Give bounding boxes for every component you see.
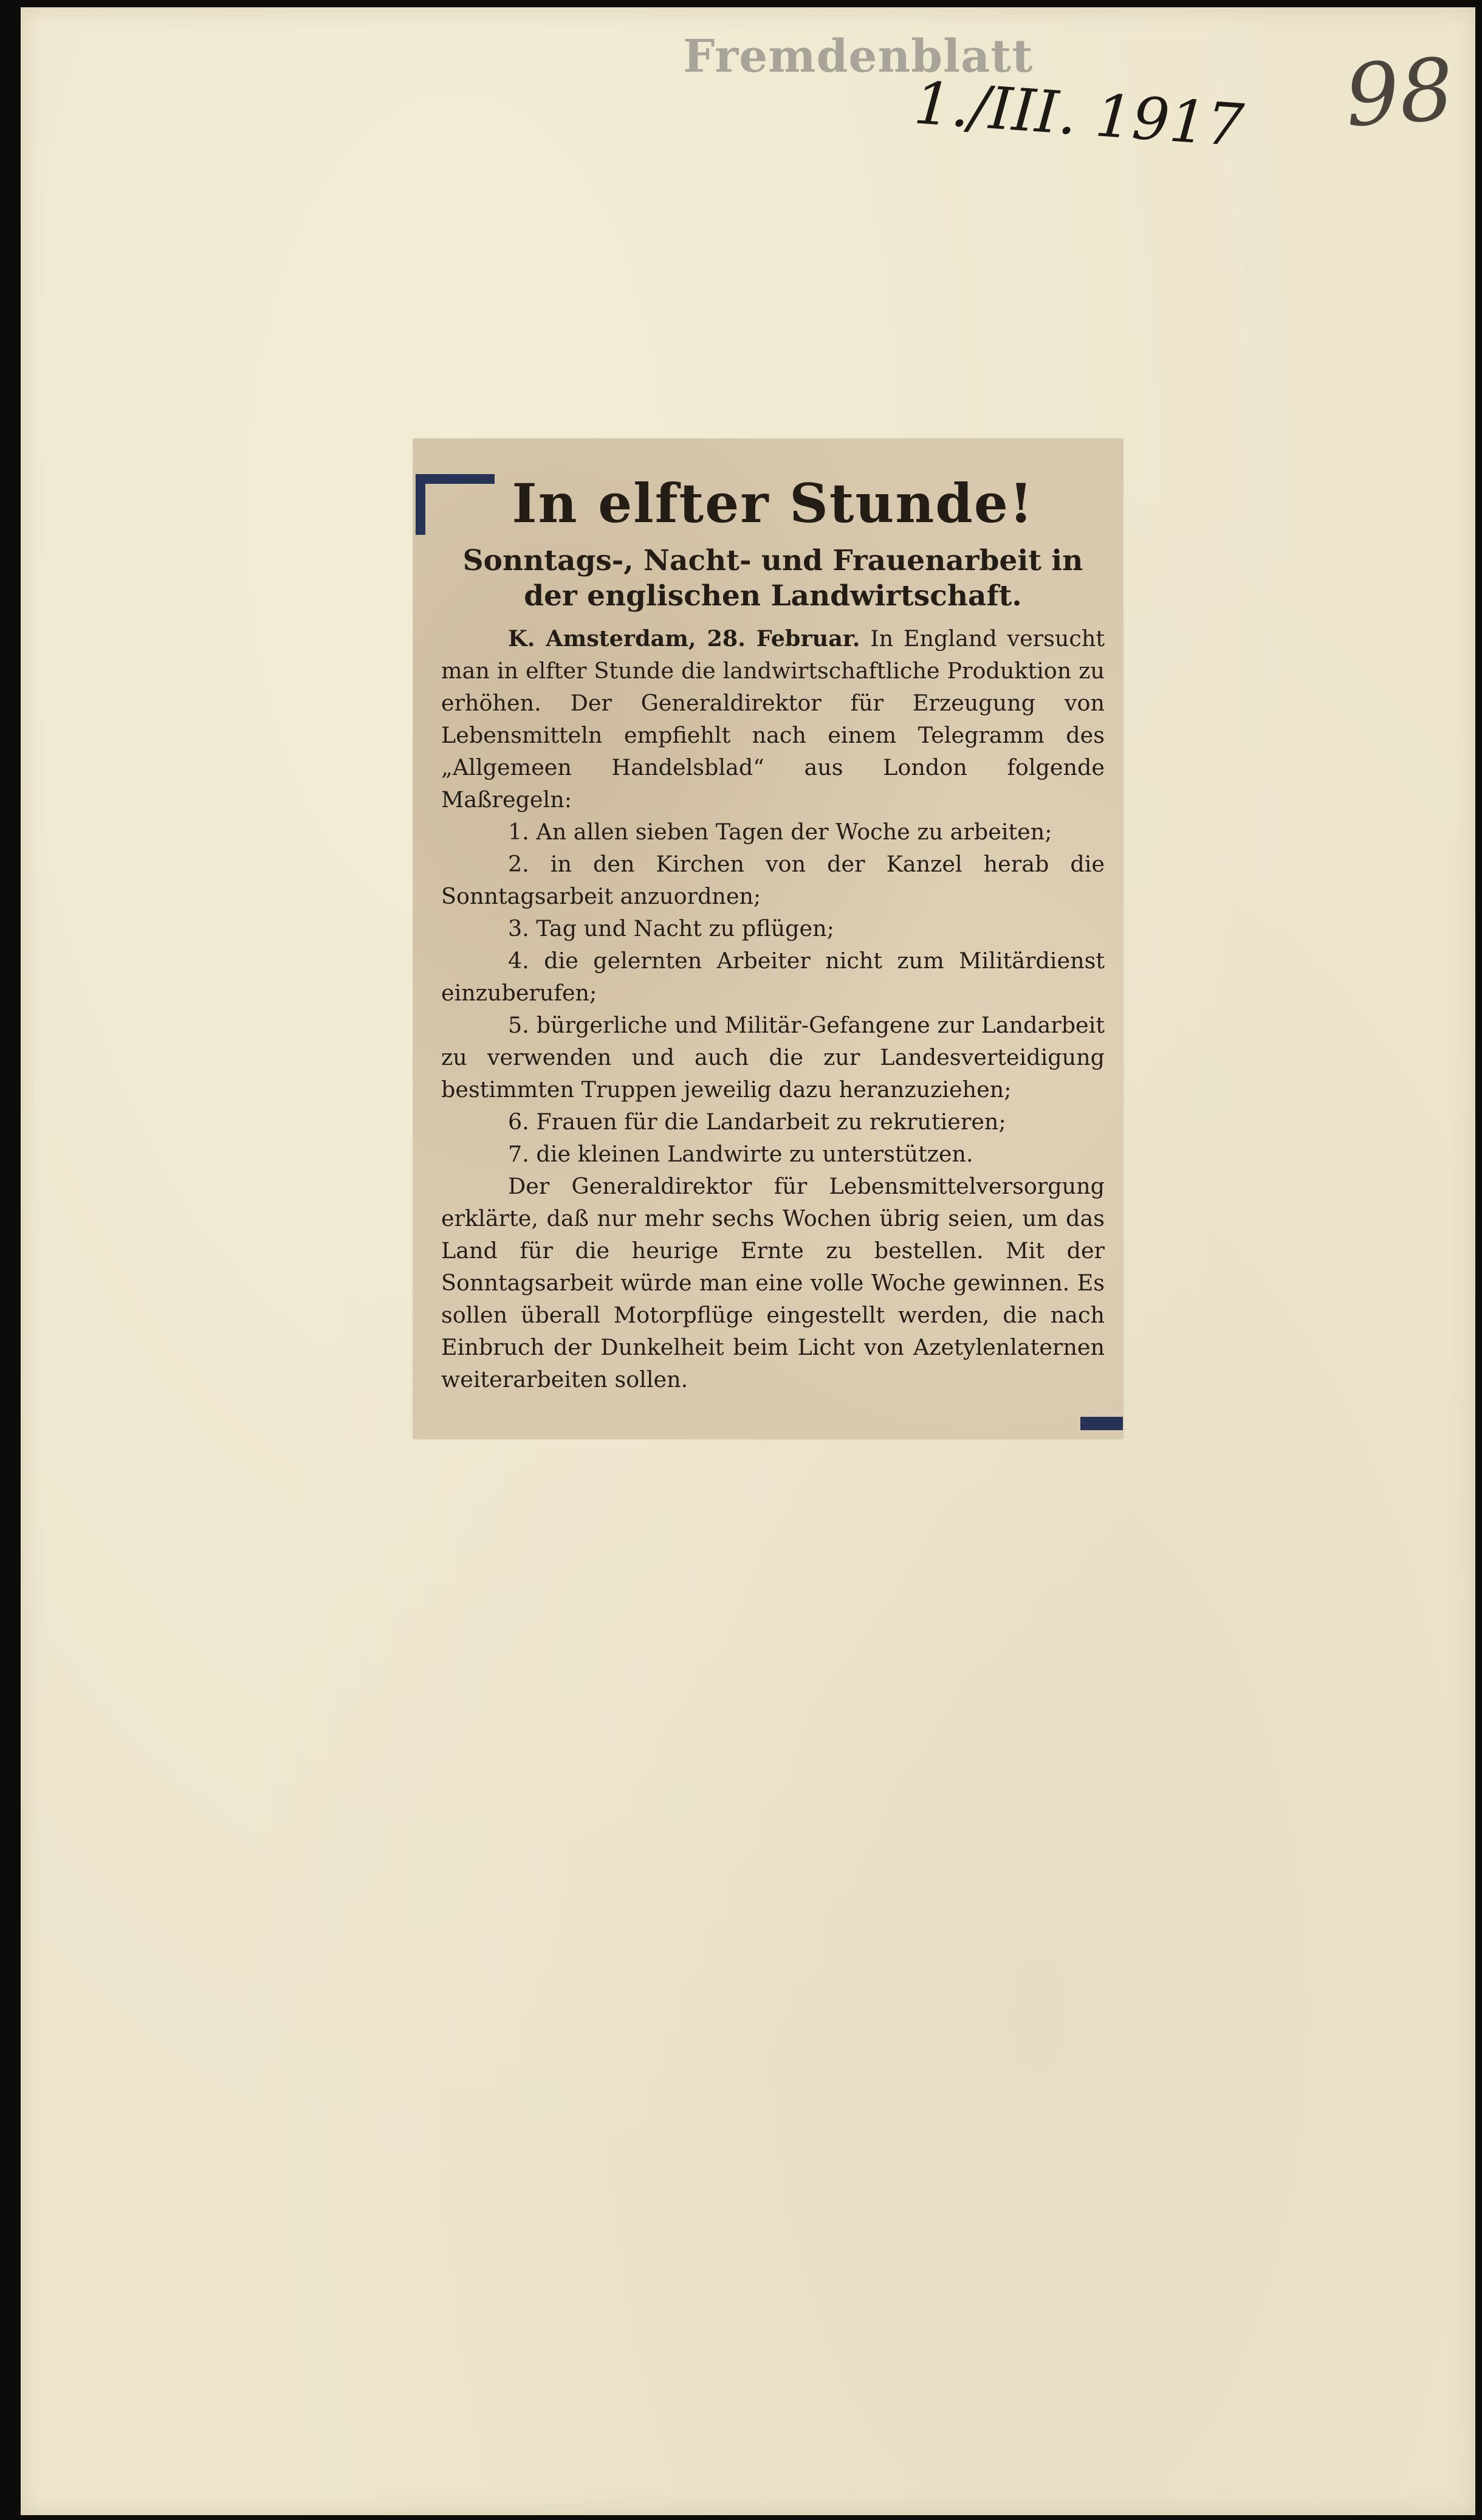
folio-number: 98 bbox=[1342, 40, 1457, 147]
intro-paragraph bbox=[441, 622, 1105, 816]
newspaper-name-stamp: Fremdenblatt bbox=[683, 30, 1034, 83]
handwritten-date: 1./III. 1917 bbox=[911, 69, 1246, 160]
corner-mark bbox=[1080, 1417, 1123, 1430]
newspaper-clipping bbox=[413, 439, 1123, 1439]
measure-item: 5. bürgerliche und Militär-Gefangene zur Landarbeit zu verwenden und auch die zur Landesverteidigung bestimmten Truppen jeweilig dazu heranzuziehen; bbox=[441, 1012, 1105, 1103]
bracket-mark bbox=[416, 474, 495, 535]
measure-item: 7. die kleinen Landwirte zu unterstützen. bbox=[508, 1141, 973, 1167]
closing-paragraph: Der Generaldirektor für Lebensmittelversorgung erklärte, daß nur mehr sechs Wochen übrig seien, um das Land für die heurige Ernte zu bestellen. Mit der Sonntagsarbeit würde man eine volle Woche gewinnen. Es sollen überall Motorpflüge eingestellt werden, die nach Einbruch der Dunkelheit beim Licht von Azetylenlaternen weiterarbeiten sollen. bbox=[441, 1173, 1105, 1393]
measure-item: 3. Tag und Nacht zu pflügen; bbox=[508, 915, 834, 942]
measure-item: 2. in den Kirchen von der Kanzel herab die Sonntagsarbeit anzuordnen; bbox=[441, 851, 1105, 909]
dateline: K. Amsterdam, 28. Februar. bbox=[508, 625, 860, 652]
intro-text: In England versucht man in elfter Stunde die landwirtschaftliche Produktion zu erhöhen. Der Generaldirektor für Erzeugung von Lebensmitteln empfiehlt nach einem Telegramm des „Allgemeen Handelsblad“ aus London folgende Maßregeln: bbox=[441, 625, 1105, 813]
measure-item: 1. An allen sieben Tagen der Woche zu arbeiten; bbox=[508, 819, 1052, 845]
article-title: In elfter Stunde! bbox=[512, 472, 1034, 535]
measure-item: 4. die gelernten Arbeiter nicht zum Militärdienst einzuberufen; bbox=[441, 948, 1105, 1006]
article-subtitle: Sonntags-, Nacht- und Frauenarbeit in der englischen Landwirtschaft. bbox=[462, 544, 1083, 613]
article-body bbox=[441, 622, 1105, 1396]
measure-item: 6. Frauen für die Landarbeit zu rekrutieren; bbox=[508, 1109, 1006, 1135]
